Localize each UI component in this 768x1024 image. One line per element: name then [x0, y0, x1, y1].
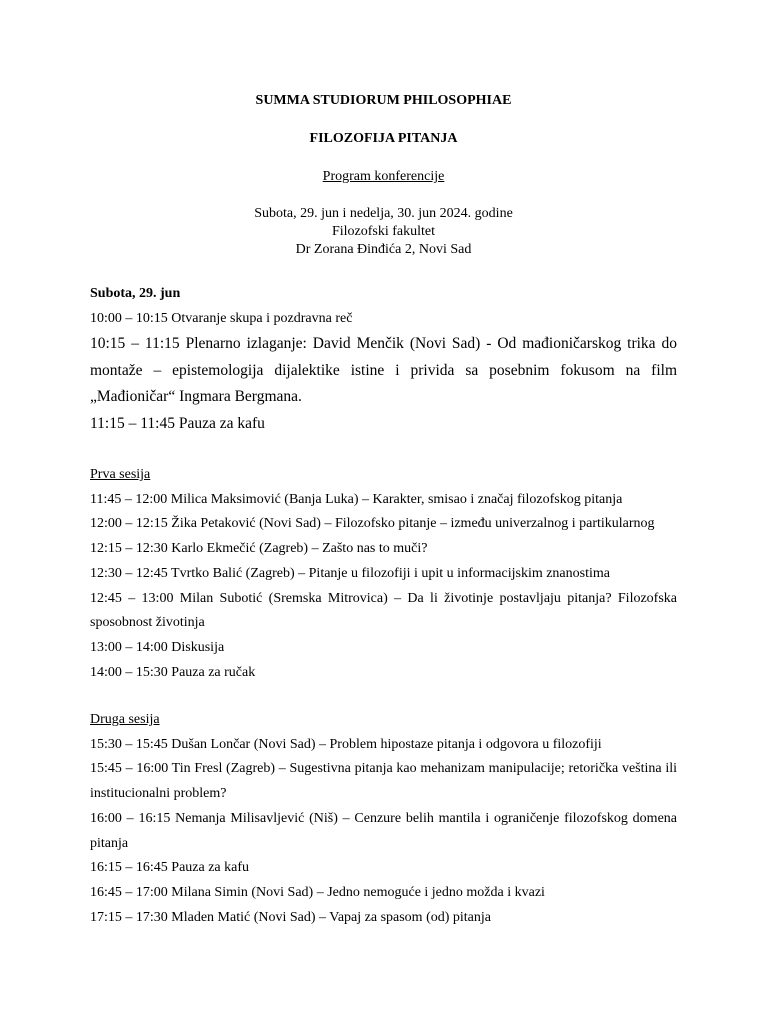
- venue-block: [90, 205, 677, 259]
- session2-section: [90, 708, 677, 930]
- schedule-item: 16:45 – 17:00 Milana Simin (Novi Sad) – Jedno nemoguće i jedno možda i kvazi: [90, 884, 545, 900]
- organization-title: SUMMA STUDIORUM PHILOSOPHIAE: [255, 93, 512, 108]
- schedule-item: 16:15 – 16:45 Pauza za kafu: [90, 860, 250, 876]
- schedule-item: 11:45 – 12:00 Milica Maksimović (Banja Luka) – Karakter, smisao i značaj filozofskog pitanja: [90, 491, 623, 507]
- schedule-item: 13:00 – 14:00 Diskusija: [90, 639, 225, 655]
- day1-section: [90, 282, 677, 437]
- session1-heading: Prva sesija: [90, 467, 151, 482]
- schedule-item: 12:45 – 13:00 Milan Subotić (Sremska Mitrovica) – Da li životinje postavljaju pitanja? Filozofska sposobnost životinja: [90, 590, 677, 631]
- session2-heading: Druga sesija: [90, 712, 160, 727]
- faculty-name: Filozofski fakultet: [331, 224, 436, 239]
- schedule-item-coffee-break: 11:15 – 11:45 Pauza za kafu: [90, 414, 265, 432]
- program-subtitle-text: Program konferencije: [322, 169, 445, 184]
- schedule-item: 12:00 – 12:15 Žika Petaković (Novi Sad) – Filozofsko pitanje – između univerzalnog i partikularnog: [90, 516, 655, 532]
- schedule-item: 15:45 – 16:00 Tin Fresl (Zagreb) – Sugestivna pitanja kao mehanizam manipulacije; retorička veština ili institucionalni problem?: [90, 761, 677, 802]
- conference-title: FILOZOFIJA PITANJA: [309, 131, 458, 146]
- schedule-item: 16:00 – 16:15 Nemanja Milisavljević (Niš) – Cenzure belih mantila i ograničenje filozofskog domena pitanja: [90, 810, 677, 851]
- faculty-address: Dr Zorana Đinđića 2, Novi Sad: [295, 242, 472, 257]
- schedule-item: 17:15 – 17:30 Mladen Matić (Novi Sad) – Vapaj za spasom (od) pitanja: [90, 909, 491, 925]
- conference-dates: Subota, 29. jun i nedelja, 30. jun 2024. godine: [254, 206, 513, 221]
- schedule-item: 12:30 – 12:45 Tvrtko Balić (Zagreb) – Pitanje u filozofiji i upit u informacijskim znanostima: [90, 565, 610, 581]
- schedule-item-opening: 10:00 – 10:15 Otvaranje skupa i pozdravna reč: [90, 310, 353, 326]
- schedule-item: 15:30 – 15:45 Dušan Lončar (Novi Sad) – Problem hipostaze pitanja i odgovora u filozofiji: [90, 736, 602, 752]
- day1-heading: Subota, 29. jun: [90, 286, 181, 301]
- session1-section: [90, 463, 677, 685]
- schedule-item: 14:00 – 15:30 Pauza za ručak: [90, 664, 256, 680]
- schedule-item: 12:15 – 12:30 Karlo Ekmečić (Zagreb) – Zašto nas to muči?: [90, 541, 428, 557]
- program-subtitle: [90, 168, 677, 186]
- schedule-item-plenary: 10:15 – 11:15 Plenarno izlaganje: David Menčik (Novi Sad) - Od mađioničarskog trika do montaže – epistemologija dijalektike istine i privida sa posebnim fokusom na film „Mađioničar“ Ingmara Bergmana.: [90, 335, 677, 406]
